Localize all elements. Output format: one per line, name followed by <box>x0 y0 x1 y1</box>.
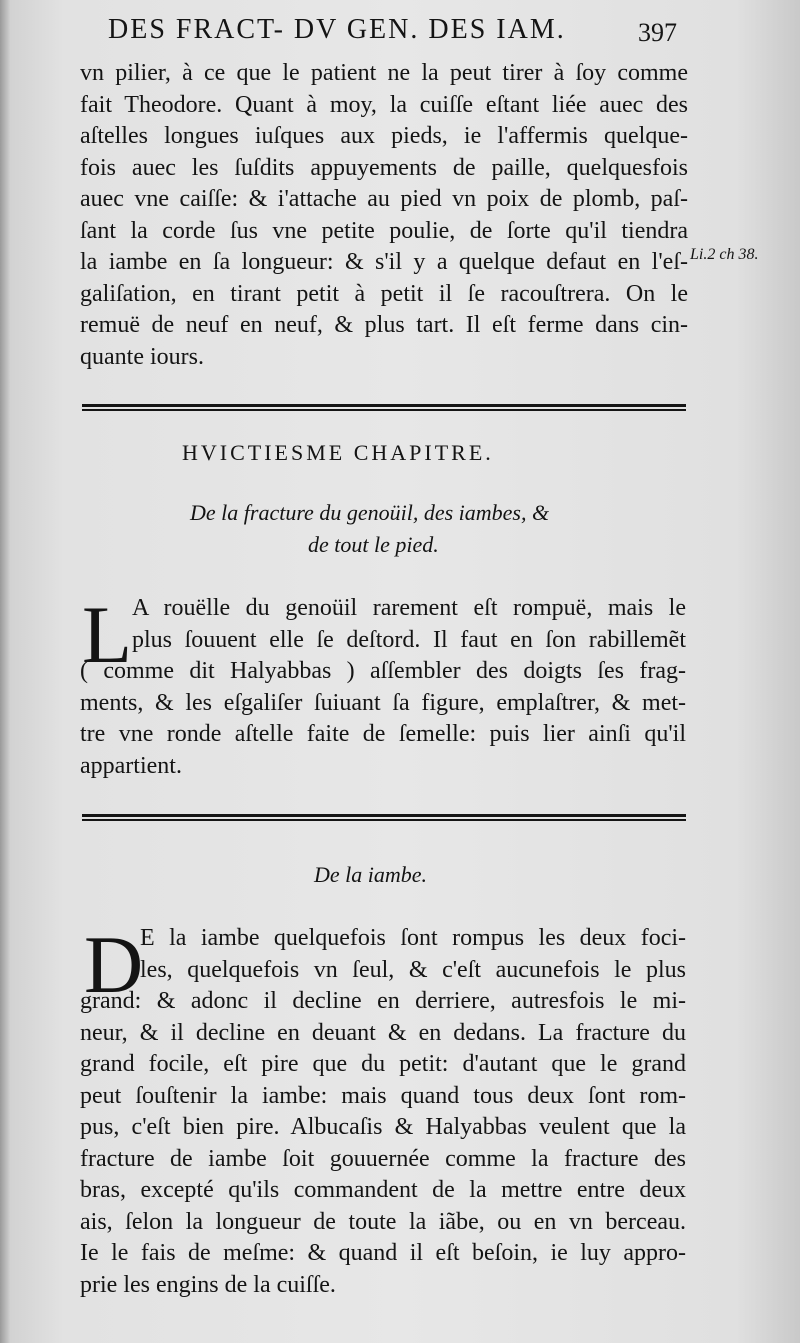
drop-cap-L: L <box>82 589 133 680</box>
text-line: A rouëlle du genoüil rarement eſt rompuë, mais le <box>132 595 686 621</box>
chapter-heading: HVICTIESME CHAPITRE. <box>182 440 494 465</box>
section1-paragraph-rest <box>80 656 686 782</box>
page-number: 397 <box>638 18 677 47</box>
text-line: ments, & les eſgaliſer ſuiuant ſa figure, emplaſtrer, & met- <box>80 689 686 716</box>
text-line: Ie le fais de meſme: & quand il eſt beſoin, ie luy appro- <box>80 1240 686 1266</box>
section-rule <box>82 404 686 411</box>
text-line: quante iours. <box>80 343 204 370</box>
top-paragraph <box>80 58 688 373</box>
text-line: bras, excepté qu'ils commandent de la mettre entre deux <box>80 1177 686 1203</box>
text-line: la iambe en ſa longueur: & s'il y a quelque defaut en l'eſ- <box>80 249 688 275</box>
running-header <box>108 14 688 54</box>
running-title: DES FRACT- DV GEN. DES IAM. <box>108 14 566 45</box>
text-line: fracture de iambe ſoit gouuernée comme la fracture des <box>80 1145 686 1172</box>
text-line: les, quelquefois vn ſeul, & c'eſt aucunefois le plus <box>140 956 686 983</box>
section-title-line1: De la fracture du genoüil, des iambes, & <box>190 500 550 525</box>
text-line: fois auec les ſuſdits appuyements de paille, quelquesfois <box>80 154 688 181</box>
section2-title: De la iambe. <box>314 862 428 887</box>
text-line: ais, ſelon la longueur de toute la iãbe, ou en vn berceau. <box>80 1208 686 1235</box>
text-line: grand focile, eſt pire que du petit: d'autant que le grand <box>80 1051 686 1077</box>
section2-paragraph-top <box>140 923 686 986</box>
text-line: ſant la corde ſus vne petite poulie, de ſorte qu'il tiendra <box>80 217 688 244</box>
section1-paragraph-top <box>132 593 686 656</box>
text-line: auec vne caiſſe: & i'attache au pied vn poix de plomb, paſ- <box>80 186 688 212</box>
text-line: ( comme dit Halyabbas ) aſſembler des doigts ſes frag- <box>80 658 686 684</box>
section-title-line2: de tout le pied. <box>308 532 439 557</box>
page-edge-shadow <box>0 0 10 1343</box>
text-line: prie les engins de la cuiſſe. <box>80 1271 336 1298</box>
text-line: fait Theodore. Quant à moy, la cuiſſe eſtant liée auec des <box>80 91 688 118</box>
text-line: neur, & il decline en deuant & en dedans. La fracture du <box>80 1019 686 1046</box>
text-line: pus, c'eſt bien pire. Albucaſis & Halyabbas veulent que la <box>80 1114 686 1140</box>
text-line: grand: & adonc il decline en derriere, autresfois le mi- <box>80 988 686 1014</box>
section-rule-2 <box>82 814 686 821</box>
text-line: vn pilier, à ce que le patient ne la peut tirer à ſoy comme <box>80 60 688 86</box>
text-line: peut ſouſtenir la iambe: mais quand tous deux ſont rom- <box>80 1082 686 1109</box>
text-line: remuë de neuf en neuf, & plus tart. Il eſt ferme dans cin- <box>80 312 688 338</box>
text-line: galiſation, en tirant petit à petit il ſe racouſtrera. On le <box>80 280 688 307</box>
section2-paragraph-rest <box>80 986 686 1301</box>
text-line: aſtelles longues iuſques aux pieds, ie l'affermis quelque- <box>80 123 688 149</box>
text-line: appartient. <box>80 752 182 779</box>
margin-note: Li.2 ch 38. <box>690 246 759 263</box>
text-line: E la iambe quelquefois ſont rompus les deux foci- <box>140 925 686 951</box>
text-line: plus ſouuent elle ſe deſtord. Il faut en ſon rabillemẽt <box>132 626 686 653</box>
drop-cap-D: D <box>84 919 144 1010</box>
text-line: tre vne ronde aſtelle faite de ſemelle: puis lier ainſi qu'il <box>80 721 686 747</box>
